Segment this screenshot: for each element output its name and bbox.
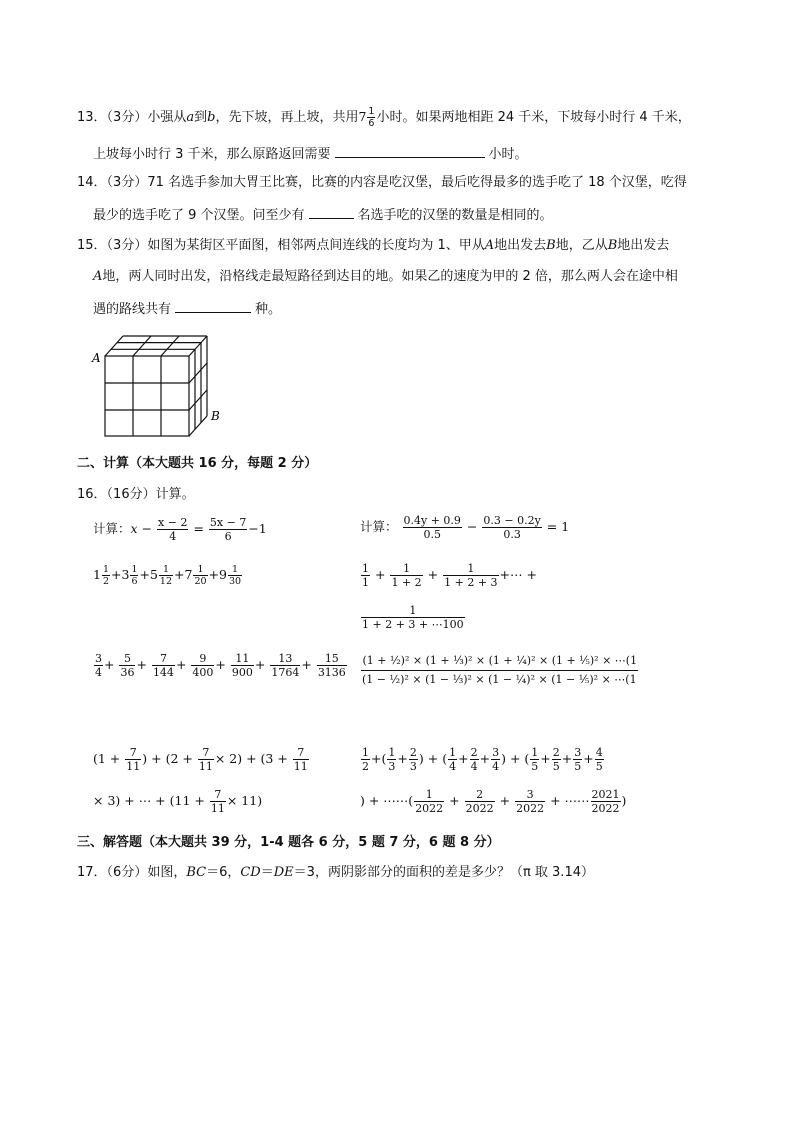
q16-expr-4: $\frac{1}{1}$ + $\frac{1}{1 + 2}$ + $\frac{1}{1 + 2 + 3}$ +⋯ + bbox=[362, 562, 537, 589]
q16-expr-3: 1 $\frac{1}{2}$ +3 $\frac{1}{6}$ +5 $\frac{1}{12}$ +7 $\frac{1}{20}$ +9 $\frac{1}{30}$ bbox=[93, 564, 242, 587]
q16-expr-8: $\frac{1}{2}$ +( $\frac{1}{3}$ + $\frac{2}{3}$ ) + ( $\frac{1}{4}$ + $\frac{2}{4}$ + $\frac{3}{4}$ ) + ( $\frac{1}{5}$ + $\frac{2}{5}$ + $\frac{3}{5}$ + $\frac{4}{5}$ bbox=[362, 746, 603, 773]
q15-line1: 15．（3分）如图为某街区平面图，相邻两点间连线的长度均为 1、甲从A地出发去B地，乙从B地出发去 bbox=[77, 238, 670, 253]
q14-line1: 14．（3分）71 名选手参加大胃王比赛，比赛的内容是吃汉堡，最后吃得最多的选手吃了 18 个汉堡，吃得 bbox=[77, 175, 687, 190]
q15-line3: 遇的路线共有 种。 bbox=[93, 298, 281, 320]
q14-line2: 最少的选手吃了 9 个汉堡。问至少有 名选手吃的汉堡的数量是相同的。 bbox=[93, 204, 553, 226]
q16-expr-2: 计算： $\frac{0.4y + 0.9}{0.5}$ − $\frac{0.3 - 0.2y}{0.3}$ = 1 bbox=[360, 514, 570, 541]
q14-answer-blank[interactable] bbox=[309, 204, 354, 219]
q16-expr-8-cont: ) + ⋯⋯( $\frac{1}{2022}$ + $\frac{2}{2022}$ + $\frac{3}{2022}$ + ⋯⋯ $\frac{2021}{2022}$ ) bbox=[360, 788, 627, 815]
fig-label-a: A bbox=[92, 351, 101, 365]
q13-line1: 13．（3分）小强从a到b，先下坡，再上坡，共用7 $\frac{1}{6}$ 小时。如果两地相距 24 千米，下坡每小时行 4 千米， bbox=[77, 106, 691, 129]
q16-expr-4-cont: $\frac{1}{1 + 2 + 3 + \cdots 100}$ bbox=[362, 604, 464, 631]
section3-title: 三、解答题（本大题共 39 分，1-4 题各 6 分，5 题 7 分，6 题 8 分） bbox=[77, 835, 500, 850]
q16-expr-5: $\frac{3}{4}$ + $\frac{5}{36}$ + $\frac{7}{144}$ + $\frac{9}{400}$ + $\frac{11}{900}$ + $\frac{13}{1764}$ + $\frac{15}{3136}$ bbox=[95, 652, 346, 679]
q16-expr-1: 计算：x − $\frac{x - 2}{4}$ = $\frac{5x - 7}{6}$ −1 bbox=[93, 516, 267, 543]
q17-line1: 17．（6分）如图，BC＝6，CD＝DE＝3，两阴影部分的面积的差是多少？（π 取 3.14） bbox=[77, 865, 594, 880]
section2-title: 二、计算（本大题共 16 分，每题 2 分） bbox=[77, 456, 318, 471]
q16-intro: 16．（16分）计算。 bbox=[77, 487, 195, 502]
q16-expr-7-cont: × 3) + ⋯ + (11 + $\frac{7}{11}$ × 11) bbox=[93, 788, 263, 815]
fig-label-b: B bbox=[211, 409, 220, 423]
q15-line2: A地，两人同时出发，沿格线走最短路径到达目的地。如果乙的速度为甲的 2 倍，那么两人会在途中相 bbox=[93, 269, 678, 284]
q15-answer-blank[interactable] bbox=[175, 298, 251, 313]
street-grid-figure bbox=[90, 330, 230, 445]
q13-line2: 上坡每小时行 3 千米，那么原路返回需要 小时。 bbox=[93, 143, 528, 165]
q16-expr-6: $\frac{\text{(1 + ½)² × (1 + ⅓)² × (1 + ¼)² × (1 + ⅕)² × ⋯(1}}{\text{(1 − ½)² × (1 − ⅓)² × (1 − ¼)² × (1 − ⅕)² × ⋯(1}}$ bbox=[362, 654, 638, 686]
q13-time-fraction: $\frac{1}{6}$ bbox=[368, 106, 375, 129]
q16-expr-7: (1 + $\frac{7}{11}$ ) + (2 + $\frac{7}{11}$ × 2) + (3 + $\frac{7}{11}$ bbox=[93, 746, 308, 773]
q13-answer-blank[interactable] bbox=[335, 143, 485, 158]
